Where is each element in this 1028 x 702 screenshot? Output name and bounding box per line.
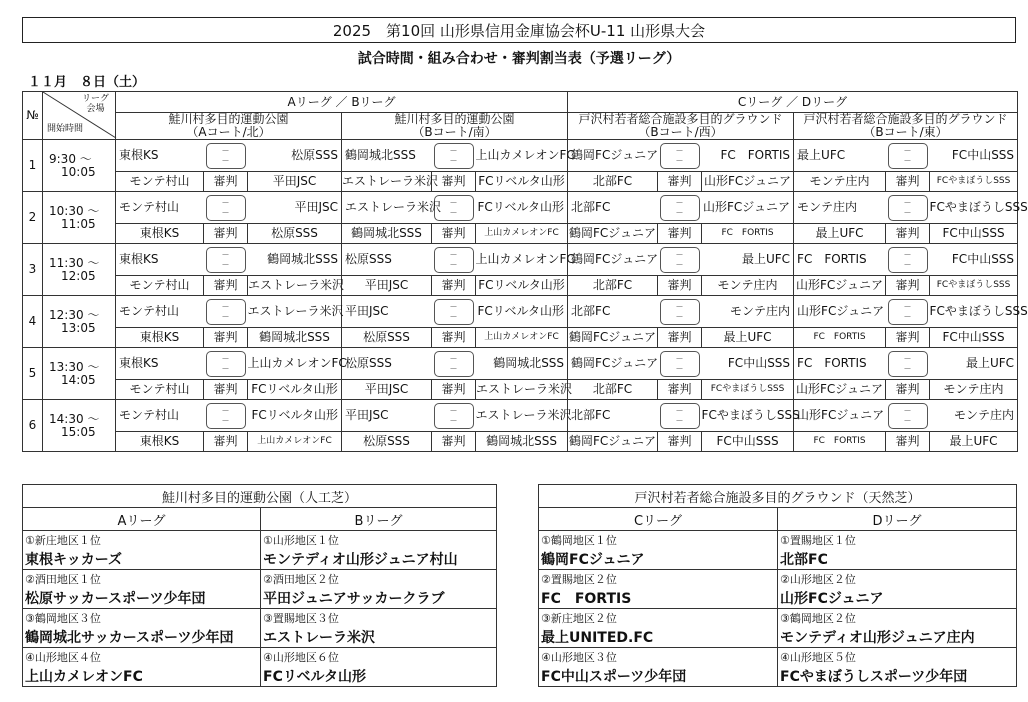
group-rank: ①鶴岡地区１位	[539, 531, 778, 550]
referee-team-1: 東根KS	[116, 432, 204, 452]
schedule-table	[22, 91, 1028, 452]
score-mark: －	[903, 249, 912, 259]
group-team: 北部FC	[778, 549, 1017, 570]
group-team: 山形FCジュニア	[778, 588, 1017, 609]
page-subtitle: 試合時間・組み合わせ・審判割当表（予選リーグ）	[357, 51, 681, 67]
score-mark: －	[675, 145, 684, 155]
score-box	[432, 348, 476, 380]
referee-label: 審判	[886, 172, 930, 192]
score-box	[886, 140, 930, 172]
away-team: FCやまぼうしSSS	[930, 296, 1018, 328]
group-team: FCやまぼうしスポーツ少年団	[778, 666, 1017, 687]
start-time: 14:30 ～	[49, 411, 100, 426]
referee-label: 審判	[658, 224, 702, 244]
page-title: 2025 第10回 山形県信用金庫協会杯U-11 山形県大会	[22, 17, 1016, 43]
referee-team-2: モンテ庄内	[702, 276, 794, 296]
start-time: 9:30 ～	[49, 151, 92, 166]
end-time: 11:05	[61, 216, 96, 231]
score-mark: －	[221, 301, 230, 311]
referee-team-2: 鶴岡城北SSS	[476, 432, 568, 452]
group-rank: ④山形地区６位	[261, 648, 497, 667]
referee-team-2: 上山カメレオンFC	[248, 432, 342, 452]
score-box	[432, 400, 476, 432]
score-box	[204, 348, 248, 380]
home-team: エストレーラ米沢	[342, 192, 432, 224]
score-box	[658, 296, 702, 328]
score-box	[658, 348, 702, 380]
referee-team-2: 上山カメレオンFC	[476, 328, 568, 348]
referee-label: 審判	[204, 172, 248, 192]
referee-team-2: 山形FCジュニア	[702, 172, 794, 192]
home-team: 東根KS	[116, 348, 204, 380]
league-b-header: Bリーグ	[261, 508, 497, 531]
referee-team-1: FC FORTIS	[794, 328, 886, 348]
referee-label: 審判	[886, 380, 930, 400]
referee-team-1: モンテ村山	[116, 276, 204, 296]
header-league-venue: リーグ 会場	[81, 94, 109, 114]
score-mark: －	[221, 249, 230, 259]
away-team: FC FORTIS	[702, 140, 794, 172]
score-mark: －	[903, 259, 912, 269]
referee-label: 審判	[204, 380, 248, 400]
match-number: 6	[23, 400, 43, 452]
referee-team-2: FCリベルタ山形	[476, 172, 568, 192]
home-team: 平田JSC	[342, 400, 432, 432]
score-mark: －	[675, 311, 684, 321]
away-team: 最上UFC	[930, 348, 1018, 380]
match-time	[43, 400, 116, 452]
referee-team-2: エストレーラ米沢	[248, 276, 342, 296]
score-box	[658, 192, 702, 224]
score-mark: －	[449, 405, 458, 415]
home-team: 山形FCジュニア	[794, 400, 886, 432]
away-team: FCやまぼうしSSS	[702, 400, 794, 432]
score-mark: －	[675, 415, 684, 425]
referee-team-2: FC中山SSS	[702, 432, 794, 452]
group-rank: ②酒田地区２位	[261, 570, 497, 589]
venue-ab-title: 鮭川村多目的運動公園（人工芝）	[23, 485, 497, 508]
group-team: エストレーラ米沢	[261, 627, 497, 648]
match-time	[43, 140, 116, 192]
referee-label: 審判	[432, 328, 476, 348]
score-mark: －	[903, 405, 912, 415]
referee-team-2: 松原SSS	[248, 224, 342, 244]
group-rank: ④山形地区５位	[778, 648, 1017, 667]
referee-team-2: 平田JSC	[248, 172, 342, 192]
league-d-header: Dリーグ	[778, 508, 1017, 531]
referee-label: 審判	[432, 380, 476, 400]
score-mark: －	[449, 415, 458, 425]
referee-label: 審判	[886, 328, 930, 348]
score-mark: －	[449, 207, 458, 217]
away-team: エストレーラ米沢	[248, 296, 342, 328]
match-number: 5	[23, 348, 43, 400]
referee-label: 審判	[204, 276, 248, 296]
group-rank: ①山形地区１位	[261, 531, 497, 550]
header-court-d: 戸沢村若者総合施設多目的グラウンド （Bコート/東）	[794, 113, 1018, 140]
match-time	[43, 192, 116, 244]
away-team: エストレーラ米沢	[476, 400, 568, 432]
score-mark: －	[221, 405, 230, 415]
score-box	[204, 296, 248, 328]
group-rank: ②山形地区２位	[778, 570, 1017, 589]
away-team: 鶴岡城北SSS	[476, 348, 568, 380]
score-mark: －	[449, 155, 458, 165]
home-team: 鶴岡FCジュニア	[568, 140, 658, 172]
group-team: 平田ジュニアサッカークラブ	[261, 588, 497, 609]
match-number: 2	[23, 192, 43, 244]
referee-team-2: FC中山SSS	[930, 224, 1018, 244]
score-box	[204, 400, 248, 432]
home-team: モンテ村山	[116, 192, 204, 224]
group-team: 鶴岡FCジュニア	[539, 549, 778, 570]
referee-label: 審判	[432, 432, 476, 452]
score-mark: －	[221, 155, 230, 165]
group-rank: ①新庄地区１位	[23, 531, 261, 550]
referee-team-2: FCやまぼうしSSS	[930, 172, 1018, 192]
venue-cd-table	[538, 484, 1017, 687]
referee-team-2: 最上UFC	[702, 328, 794, 348]
referee-team-2: FCリベルタ山形	[248, 380, 342, 400]
referee-team-1: エストレーラ米沢	[342, 172, 432, 192]
away-team: 山形FCジュニア	[702, 192, 794, 224]
match-date: １１月 ８日（土）	[28, 75, 146, 90]
referee-label: 審判	[658, 432, 702, 452]
referee-label: 審判	[886, 224, 930, 244]
referee-label: 審判	[432, 172, 476, 192]
match-time	[43, 296, 116, 348]
score-mark: －	[449, 311, 458, 321]
away-team: 上山カメレオンFC	[476, 140, 568, 172]
group-rank: ④山形地区３位	[539, 648, 778, 667]
start-time: 10:30 ～	[49, 203, 100, 218]
away-team: FCリベルタ山形	[476, 192, 568, 224]
score-box	[204, 140, 248, 172]
header-court-b: 鮭川村多目的運動公園 （Bコート/南）	[342, 113, 568, 140]
match-time	[43, 348, 116, 400]
home-team: 鶴岡FCジュニア	[568, 348, 658, 380]
score-mark: －	[221, 311, 230, 321]
venue-cd-title: 戸沢村若者総合施設多目的グラウンド（天然芝）	[539, 485, 1017, 508]
score-mark: －	[221, 197, 230, 207]
score-box	[658, 140, 702, 172]
match-number: 3	[23, 244, 43, 296]
group-rank: ①置賜地区１位	[778, 531, 1017, 550]
referee-team-1: FC FORTIS	[794, 432, 886, 452]
home-team: モンテ村山	[116, 400, 204, 432]
referee-label: 審判	[432, 276, 476, 296]
score-mark: －	[903, 311, 912, 321]
end-time: 15:05	[61, 424, 96, 439]
group-rank: ②酒田地区１位	[23, 570, 261, 589]
home-team: 平田JSC	[342, 296, 432, 328]
group-team: モンテディオ山形ジュニア庄内	[778, 627, 1017, 648]
score-mark: －	[675, 301, 684, 311]
score-box	[886, 348, 930, 380]
referee-team-1: 鶴岡FCジュニア	[568, 224, 658, 244]
end-time: 13:05	[61, 320, 96, 335]
score-box	[432, 244, 476, 276]
score-box	[432, 296, 476, 328]
referee-team-2: FCやまぼうしSSS	[702, 380, 794, 400]
referee-label: 審判	[658, 276, 702, 296]
start-time: 12:30 ～	[49, 307, 100, 322]
score-box	[886, 400, 930, 432]
score-mark: －	[903, 145, 912, 155]
score-mark: －	[449, 249, 458, 259]
referee-team-1: 北部FC	[568, 172, 658, 192]
score-mark: －	[221, 259, 230, 269]
header-court-a: 鮭川村多目的運動公園 （Aコート/北）	[116, 113, 342, 140]
venue-ab-table	[22, 484, 497, 687]
referee-label: 審判	[886, 276, 930, 296]
referee-team-1: 松原SSS	[342, 432, 432, 452]
group-team: 最上UNITED.FC	[539, 627, 778, 648]
home-team: 東根KS	[116, 244, 204, 276]
group-team: モンテディオ山形ジュニア村山	[261, 549, 497, 570]
referee-label: 審判	[658, 328, 702, 348]
group-team: 鶴岡城北サッカースポーツ少年団	[23, 627, 261, 648]
score-mark: －	[903, 155, 912, 165]
score-mark: －	[675, 207, 684, 217]
referee-team-1: 東根KS	[116, 224, 204, 244]
group-rank: ③置賜地区３位	[261, 609, 497, 628]
home-team: 山形FCジュニア	[794, 296, 886, 328]
home-team: モンテ庄内	[794, 192, 886, 224]
group-rank: ③新庄地区２位	[539, 609, 778, 628]
referee-team-1: 鶴岡城北SSS	[342, 224, 432, 244]
group-team: FC中山スポーツ少年団	[539, 666, 778, 687]
away-team: 上山カメレオンFC	[476, 244, 568, 276]
end-time: 14:05	[61, 372, 96, 387]
start-time: 13:30 ～	[49, 359, 100, 374]
start-time: 11:30 ～	[49, 255, 100, 270]
home-team: モンテ村山	[116, 296, 204, 328]
score-mark: －	[449, 259, 458, 269]
referee-team-1: 鶴岡FCジュニア	[568, 432, 658, 452]
away-team: FCリベルタ山形	[476, 296, 568, 328]
away-team: 最上UFC	[702, 244, 794, 276]
header-ab-league: Aリーグ ／ Bリーグ	[116, 92, 568, 113]
group-team: FC FORTIS	[539, 588, 778, 609]
score-mark: －	[903, 353, 912, 363]
away-team: FCやまぼうしSSS	[930, 192, 1018, 224]
referee-team-2: FCリベルタ山形	[476, 276, 568, 296]
home-team: 最上UFC	[794, 140, 886, 172]
home-team: 松原SSS	[342, 244, 432, 276]
score-box	[886, 244, 930, 276]
away-team: 平田JSC	[248, 192, 342, 224]
referee-label: 審判	[204, 328, 248, 348]
group-team: 上山カメレオンFC	[23, 666, 261, 687]
home-team: FC FORTIS	[794, 348, 886, 380]
referee-team-2: FCやまぼうしSSS	[930, 276, 1018, 296]
header-court-c: 戸沢村若者総合施設多目的グラウンド （Bコート/西）	[568, 113, 794, 140]
referee-team-1: 平田JSC	[342, 276, 432, 296]
referee-team-1: 最上UFC	[794, 224, 886, 244]
score-mark: －	[903, 207, 912, 217]
score-mark: －	[675, 197, 684, 207]
score-box	[432, 140, 476, 172]
home-team: 鶴岡城北SSS	[342, 140, 432, 172]
score-mark: －	[221, 145, 230, 155]
score-mark: －	[449, 363, 458, 373]
score-mark: －	[449, 197, 458, 207]
score-mark: －	[221, 207, 230, 217]
group-rank: ③鶴岡地区２位	[778, 609, 1017, 628]
score-mark: －	[675, 363, 684, 373]
away-team: 上山カメレオンFC	[248, 348, 342, 380]
score-mark: －	[903, 197, 912, 207]
away-team: FC中山SSS	[930, 244, 1018, 276]
away-team: モンテ庄内	[930, 400, 1018, 432]
away-team: FCリベルタ山形	[248, 400, 342, 432]
referee-team-1: モンテ村山	[116, 380, 204, 400]
home-team: FC FORTIS	[794, 244, 886, 276]
header-cd-league: Cリーグ ／ Dリーグ	[568, 92, 1018, 113]
home-team: 鶴岡FCジュニア	[568, 244, 658, 276]
referee-team-2: モンテ庄内	[930, 380, 1018, 400]
score-box	[204, 244, 248, 276]
home-team: 北部FC	[568, 192, 658, 224]
referee-label: 審判	[658, 172, 702, 192]
referee-team-2: 鶴岡城北SSS	[248, 328, 342, 348]
score-mark: －	[675, 155, 684, 165]
score-mark: －	[675, 259, 684, 269]
home-team: 松原SSS	[342, 348, 432, 380]
score-mark: －	[221, 353, 230, 363]
score-mark: －	[449, 353, 458, 363]
score-box	[204, 192, 248, 224]
score-mark: －	[903, 363, 912, 373]
away-team: 松原SSS	[248, 140, 342, 172]
score-box	[658, 400, 702, 432]
match-number: 4	[23, 296, 43, 348]
home-team: 北部FC	[568, 400, 658, 432]
score-mark: －	[221, 363, 230, 373]
group-rank: ②置賜地区２位	[539, 570, 778, 589]
score-box	[886, 192, 930, 224]
score-mark: －	[675, 249, 684, 259]
referee-team-2: 上山カメレオンFC	[476, 224, 568, 244]
score-mark: －	[449, 145, 458, 155]
referee-team-2: 最上UFC	[930, 432, 1018, 452]
league-a-header: Aリーグ	[23, 508, 261, 531]
home-team: 北部FC	[568, 296, 658, 328]
header-no: №	[23, 92, 43, 140]
home-team: 東根KS	[116, 140, 204, 172]
referee-team-2: エストレーラ米沢	[476, 380, 568, 400]
referee-team-2: FC中山SSS	[930, 328, 1018, 348]
league-c-header: Cリーグ	[539, 508, 778, 531]
score-box	[658, 244, 702, 276]
referee-team-1: 平田JSC	[342, 380, 432, 400]
referee-team-1: 北部FC	[568, 276, 658, 296]
referee-label: 審判	[432, 224, 476, 244]
referee-label: 審判	[204, 432, 248, 452]
referee-team-1: 山形FCジュニア	[794, 380, 886, 400]
score-mark: －	[675, 405, 684, 415]
group-team: FCリベルタ山形	[261, 666, 497, 687]
referee-label: 審判	[658, 380, 702, 400]
referee-team-1: モンテ村山	[116, 172, 204, 192]
end-time: 10:05	[61, 164, 96, 179]
referee-label: 審判	[886, 432, 930, 452]
match-number: 1	[23, 140, 43, 192]
referee-team-1: 松原SSS	[342, 328, 432, 348]
score-mark: －	[675, 353, 684, 363]
away-team: FC中山SSS	[930, 140, 1018, 172]
away-team: モンテ庄内	[702, 296, 794, 328]
group-team: 松原サッカースポーツ少年団	[23, 588, 261, 609]
group-team: 東根キッカーズ	[23, 549, 261, 570]
score-box	[886, 296, 930, 328]
end-time: 12:05	[61, 268, 96, 283]
group-rank: ③鶴岡地区３位	[23, 609, 261, 628]
away-team: FC中山SSS	[702, 348, 794, 380]
header-start-time: 開始時間	[47, 124, 84, 134]
referee-team-1: モンテ庄内	[794, 172, 886, 192]
referee-team-1: 山形FCジュニア	[794, 276, 886, 296]
referee-team-1: 北部FC	[568, 380, 658, 400]
group-rank: ④山形地区４位	[23, 648, 261, 667]
referee-team-1: 鶴岡FCジュニア	[568, 328, 658, 348]
header-corner	[43, 92, 116, 140]
score-mark: －	[449, 301, 458, 311]
match-time	[43, 244, 116, 296]
referee-team-2: FC FORTIS	[702, 224, 794, 244]
score-mark: －	[903, 301, 912, 311]
referee-label: 審判	[204, 224, 248, 244]
score-mark: －	[221, 415, 230, 425]
referee-team-1: 東根KS	[116, 328, 204, 348]
score-mark: －	[903, 415, 912, 425]
away-team: 鶴岡城北SSS	[248, 244, 342, 276]
